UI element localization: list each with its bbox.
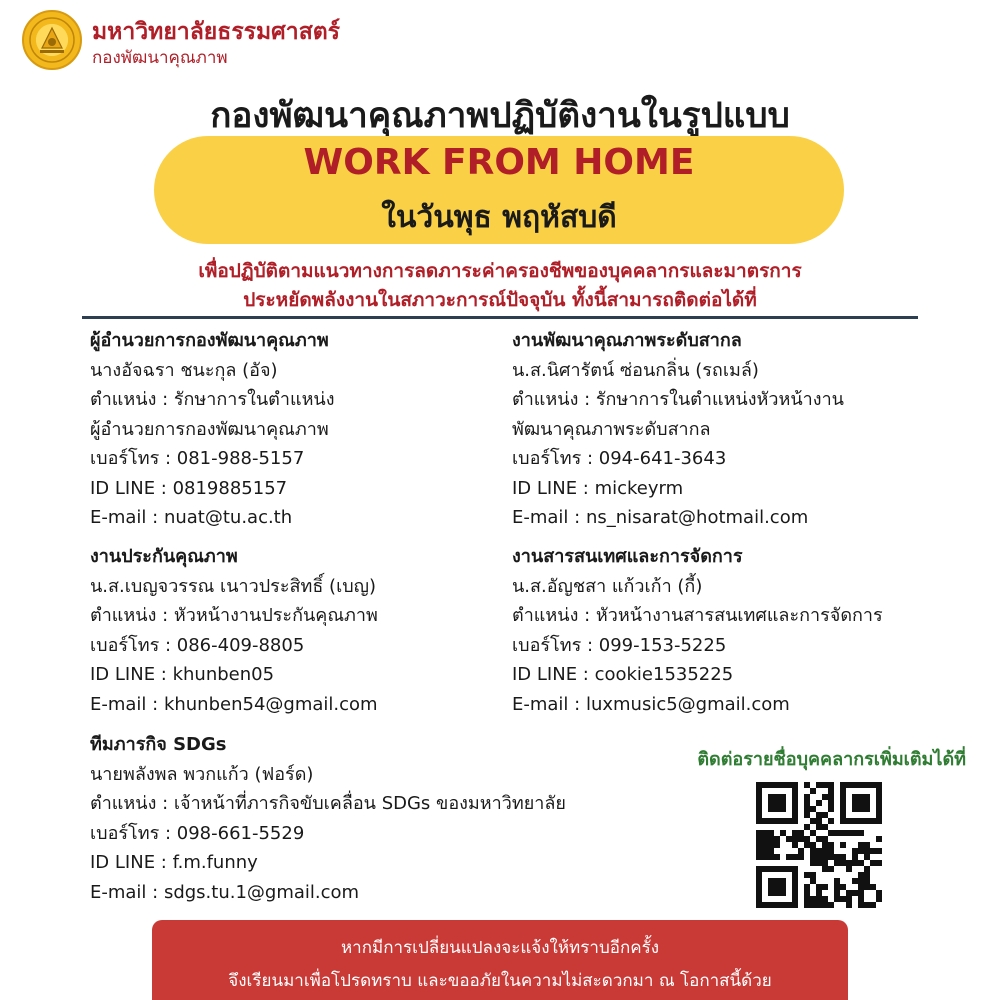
contact-email: E-mail : luxmusic5@gmail.com <box>512 693 790 715</box>
wfh-days: ในวันพุธ พฤหัสบดี <box>381 200 617 235</box>
contact-email: E-mail : sdgs.tu.1@gmail.com <box>90 881 360 903</box>
contact-line-id: ID LINE : 0819885157 <box>90 477 288 499</box>
section-divider <box>82 316 918 319</box>
university-seal-logo <box>22 10 82 70</box>
contact-name: น.ส.นิศารัตน์ ซ่อนกลิ่น (รถเมล์) <box>512 359 759 381</box>
contact-phone: เบอร์โทร : 099-153-5225 <box>512 634 727 656</box>
footer-line-1: หากมีการเปลี่ยนแปลงจะแจ้งให้ทราบอีกครั้ง <box>340 938 660 958</box>
contact-position: ตำแหน่ง : รักษาการในตำแหน่ง <box>90 389 335 410</box>
footer-notice <box>152 920 848 1000</box>
contact-line-id: ID LINE : cookie1535225 <box>512 664 734 685</box>
contact-email: E-mail : khunben54@gmail.com <box>90 693 378 715</box>
contact-position: ตำแหน่ง : รักษาการในตำแหน่งหัวหน้างาน <box>512 389 844 410</box>
contact-line-id: ID LINE : mickeyrm <box>512 477 684 499</box>
contact-block-qa <box>90 542 378 719</box>
contact-email: E-mail : nuat@tu.ac.th <box>90 507 293 528</box>
contact-block-it <box>512 542 883 719</box>
contact-position: ตำแหน่ง : เจ้าหน้าที่ภารกิจขับเคลื่อน SDGs ของมหาวิทยาลัย <box>90 793 566 814</box>
contact-line-id: ID LINE : khunben05 <box>90 664 275 685</box>
contact-name: น.ส.เบญจวรรณ เนาวประสิทธิ์ (เบญ) <box>90 575 377 597</box>
contact-name: นางอัจฉรา ชนะกุล (อัจ) <box>90 359 278 381</box>
contact-block-international <box>512 326 844 533</box>
qr-code[interactable] <box>756 782 882 908</box>
contact-block-sdgs <box>90 730 566 907</box>
purpose-line-2: ประหยัดพลังงานในสภาวะการณ์ปัจจุบัน ทั้งนี้สามารถติดต่อได้ที่ <box>243 289 757 311</box>
contact-phone: เบอร์โทร : 086-409-8805 <box>90 634 305 656</box>
wfh-title: WORK FROM HOME <box>303 142 695 183</box>
contact-line-id: ID LINE : f.m.funny <box>90 852 258 873</box>
contact-name: น.ส.อัญชสา แก้วเก้า (กี้) <box>512 575 703 597</box>
division-name: กองพัฒนาคุณภาพ <box>92 48 228 68</box>
contact-position: ตำแหน่ง : หัวหน้างานประกันคุณภาพ <box>90 605 378 626</box>
contact-phone: เบอร์โทร : 081-988-5157 <box>90 448 305 469</box>
contact-title: งานพัฒนาคุณภาพระดับสากล <box>512 330 742 351</box>
university-name: มหาวิทยาลัยธรรมศาสตร์ <box>92 19 341 45</box>
footer-line-2: จึงเรียนมาเพื่อโปรดทราบ และขออภัยในความไม่สะดวกมา ณ โอกาสนี้ด้วย <box>228 971 772 991</box>
purpose-line-1: เพื่อปฏิบัติตามแนวทางการลดภาระค่าครองชีพของบุคคลากรและมาตรการ <box>198 260 802 282</box>
contact-title: ผู้อำนวยการกองพัฒนาคุณภาพ <box>90 330 329 351</box>
contact-phone: เบอร์โทร : 094-641-3643 <box>512 448 727 469</box>
qr-caption: ติดต่อรายชื่อบุคคลากรเพิ่มเติมได้ที่ <box>697 749 966 770</box>
contact-title: ทีมภารกิจ SDGs <box>90 734 227 755</box>
contact-title: งานประกันคุณภาพ <box>90 546 238 567</box>
page-headline: กองพัฒนาคุณภาพปฏิบัติงานในรูปแบบ <box>210 96 790 136</box>
contact-title: งานสารสนเทศและการจัดการ <box>512 546 743 567</box>
contact-block-director <box>90 326 335 533</box>
contact-phone: เบอร์โทร : 098-661-5529 <box>90 822 305 844</box>
contact-email: E-mail : ns_nisarat@hotmail.com <box>512 507 809 528</box>
contact-name: นายพลังพล พวกแก้ว (ฟอร์ด) <box>90 763 314 785</box>
contact-position-cont: ผู้อำนวยการกองพัฒนาคุณภาพ <box>90 418 329 440</box>
contact-position-cont: พัฒนาคุณภาพระดับสากล <box>512 418 711 440</box>
contact-position: ตำแหน่ง : หัวหน้างานสารสนเทศและการจัดการ <box>512 605 883 626</box>
